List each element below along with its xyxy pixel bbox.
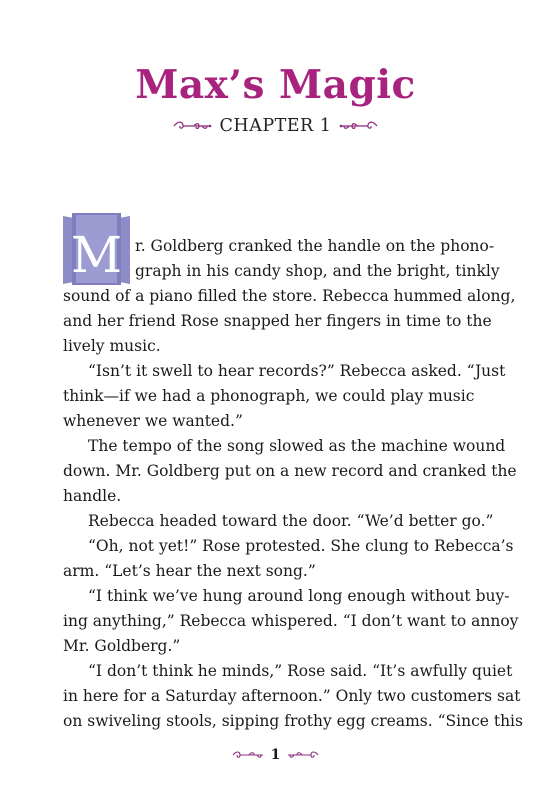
text-line: whenever we wanted.”: [63, 412, 243, 430]
text-line: “I think we’ve hung around long enough without buy-: [88, 587, 510, 605]
text-line: ing anything,” Rebecca whispered. “I don’t want to annoy: [63, 612, 519, 630]
text-line: r. Goldberg cranked the handle on the phono-: [135, 237, 495, 255]
text-line: and her friend Rose snapped her fingers in time to the: [63, 312, 492, 330]
text-line: arm. “Let’s hear the next song.”: [63, 562, 316, 580]
text-line: think—if we had a phonograph, we could play music: [63, 387, 475, 405]
text-line: on swiveling stools, sipping frothy egg creams. “Since this: [63, 712, 523, 730]
text-line: in here for a Saturday afternoon.” Only two customers sat: [63, 687, 521, 705]
text-line: sound of a piano filled the store. Rebecca hummed along,: [63, 287, 516, 305]
text-line: handle.: [63, 487, 122, 505]
dropcap-letter-m: [63, 210, 130, 288]
text-line: “Oh, not yet!” Rose protested. She clung to Rebecca’s: [88, 537, 514, 555]
right-flourish-icon: [339, 120, 379, 132]
chapter-heading: [0, 113, 551, 139]
text-line: down. Mr. Goldberg put on a new record and cranked the: [63, 462, 517, 480]
chapter-title: Max’s Magic: [135, 62, 416, 108]
text-line: The tempo of the song slowed as the machine wound: [88, 437, 506, 455]
text-line: Mr. Goldberg.”: [63, 637, 181, 655]
text-line: Rebecca headed toward the door. “We’d better go.”: [88, 512, 494, 530]
dropcap-glyph: M: [70, 226, 123, 284]
text-line: “I don’t think he minds,” Rose said. “It’s awfully quiet: [88, 662, 513, 680]
text-line: lively music.: [63, 337, 161, 355]
text-line: “Isn’t it swell to hear records?” Rebecca asked. “Just: [88, 362, 506, 380]
left-footer-flourish-icon: [231, 750, 265, 760]
page-footer: [0, 745, 551, 765]
chapter-number-label: CHAPTER 1: [219, 116, 332, 136]
page-number: 1: [270, 747, 281, 763]
right-footer-flourish-icon: [286, 750, 320, 760]
text-line: graph in his candy shop, and the bright, tinkly: [135, 262, 500, 280]
left-flourish-icon: [172, 120, 212, 132]
